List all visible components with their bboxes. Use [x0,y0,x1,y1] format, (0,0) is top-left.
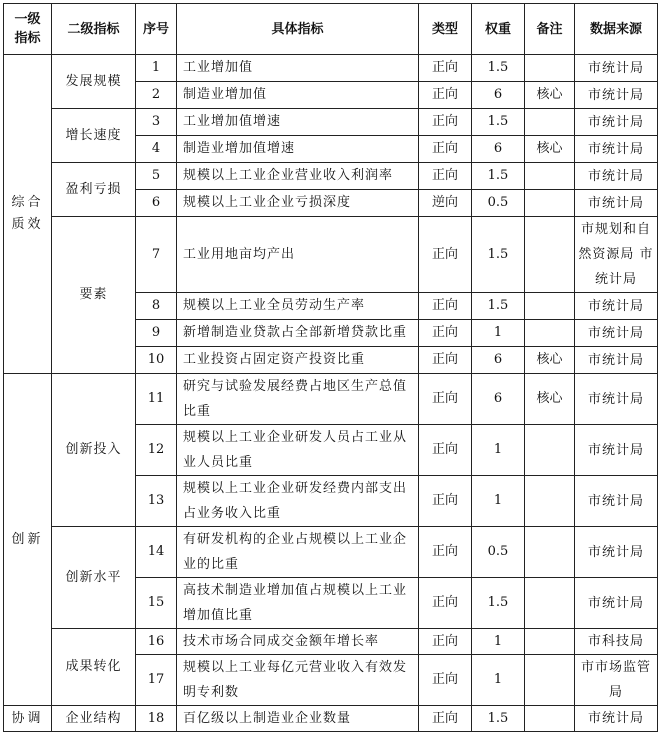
row-indicator: 新增制造业贷款占全部新增贷款比重 [177,320,419,347]
row-weight: 1.5 [472,217,525,293]
row-weight: 6 [472,374,525,425]
row-indicator: 百亿级以上制造业企业数量 [177,706,419,732]
row-note [525,655,575,706]
row-type: 正向 [419,527,472,578]
row-seq: 16 [136,629,177,655]
row-note [525,293,575,320]
level2-innovation-input: 创新投入 [52,374,136,527]
row-type: 正向 [419,320,472,347]
header-row [4,4,658,55]
row-weight: 1 [472,425,525,476]
row-type: 正向 [419,655,472,706]
row-source: 市统计局 [575,476,658,527]
row-source: 市统计局 [575,109,658,136]
level2-innovation-level: 创新水平 [52,527,136,629]
level1-innovation: 创新 [4,374,52,706]
row-seq: 4 [136,136,177,163]
table-row [4,374,658,425]
table-row [4,629,658,655]
table-row [4,109,658,136]
header-level2: 二级指标 [52,4,136,55]
level1-comprehensive-text: 综合 质效 [11,195,44,232]
row-weight: 1 [472,655,525,706]
header-note: 备注 [525,4,575,55]
row-note [525,706,575,732]
row-indicator: 规模以上工业企业亏损深度 [177,190,419,217]
row-seq: 10 [136,347,177,374]
row-indicator: 规模以上工业企业研发经费内部支出占业务收入比重 [177,476,419,527]
row-type: 正向 [419,217,472,293]
row-weight: 1 [472,320,525,347]
row-note [525,527,575,578]
row-note [525,425,575,476]
row-weight: 6 [472,136,525,163]
row-indicator: 研究与试验发展经费占地区生产总值比重 [177,374,419,425]
row-note [525,55,575,82]
level2-structure: 企业结构 [52,706,136,732]
row-source: 市统计局 [575,82,658,109]
row-seq: 17 [136,655,177,706]
level1-comprehensive [4,55,52,374]
header-level1-text: 一级 指标 [14,12,41,46]
row-type: 正向 [419,425,472,476]
row-indicator: 规模以上工业全员劳动生产率 [177,293,419,320]
row-source: 市统计局 [575,578,658,629]
row-source: 市统计局 [575,293,658,320]
row-type: 正向 [419,578,472,629]
row-indicator: 工业用地亩均产出 [177,217,419,293]
row-indicator: 工业投资占固定资产投资比重 [177,347,419,374]
row-type: 正向 [419,163,472,190]
row-weight: 1.5 [472,293,525,320]
row-source: 市统计局 [575,190,658,217]
row-seq: 13 [136,476,177,527]
row-source: 市科技局 [575,629,658,655]
row-type: 正向 [419,374,472,425]
row-indicator: 工业增加值 [177,55,419,82]
row-seq: 8 [136,293,177,320]
row-weight: 1 [472,476,525,527]
row-seq: 9 [136,320,177,347]
row-type: 正向 [419,293,472,320]
row-seq: 14 [136,527,177,578]
row-source: 市市场监管局 [575,655,658,706]
row-source: 市统计局 [575,320,658,347]
row-source: 市统计局 [575,706,658,732]
level2-scale: 发展规模 [52,55,136,109]
row-type: 正向 [419,347,472,374]
row-weight: 6 [472,82,525,109]
row-note [525,320,575,347]
row-indicator: 工业增加值增速 [177,109,419,136]
header-type: 类型 [419,4,472,55]
row-weight: 1.5 [472,163,525,190]
row-source: 市规划和自然资源局 市统计局 [575,217,658,293]
row-weight: 6 [472,347,525,374]
level2-factors: 要素 [52,217,136,374]
row-note [525,190,575,217]
row-seq: 2 [136,82,177,109]
row-note [525,629,575,655]
header-indicator: 具体指标 [177,4,419,55]
row-indicator: 规模以上工业每亿元营业收入有效发明专利数 [177,655,419,706]
table-row [4,55,658,82]
row-seq: 6 [136,190,177,217]
level1-coordination: 协调 [4,706,52,732]
row-source: 市统计局 [575,425,658,476]
row-seq: 18 [136,706,177,732]
row-indicator: 技术市场合同成交金额年增长率 [177,629,419,655]
row-weight: 1.5 [472,109,525,136]
row-seq: 5 [136,163,177,190]
row-type: 正向 [419,136,472,163]
row-note [525,163,575,190]
row-note [525,578,575,629]
row-type: 正向 [419,706,472,732]
row-seq: 3 [136,109,177,136]
row-seq: 12 [136,425,177,476]
row-note [525,109,575,136]
row-indicator: 制造业增加值 [177,82,419,109]
header-seq: 序号 [136,4,177,55]
row-indicator: 制造业增加值增速 [177,136,419,163]
row-indicator: 高技术制造业增加值占规模以上工业增加值比重 [177,578,419,629]
row-seq: 1 [136,55,177,82]
level2-transfer: 成果转化 [52,629,136,706]
row-source: 市统计局 [575,136,658,163]
row-note [525,476,575,527]
row-source: 市统计局 [575,374,658,425]
row-indicator: 规模以上工业企业研发人员占工业从业人员比重 [177,425,419,476]
row-seq: 15 [136,578,177,629]
level2-growth: 增长速度 [52,109,136,163]
row-weight: 0.5 [472,527,525,578]
table-row [4,527,658,578]
row-seq: 11 [136,374,177,425]
row-source: 市统计局 [575,163,658,190]
row-weight: 0.5 [472,190,525,217]
row-weight: 1.5 [472,55,525,82]
table-row [4,163,658,190]
row-weight: 1.5 [472,706,525,732]
row-type: 正向 [419,629,472,655]
row-weight: 1 [472,629,525,655]
row-type: 正向 [419,109,472,136]
table-row [4,217,658,293]
row-indicator: 规模以上工业企业营业收入利润率 [177,163,419,190]
row-type: 逆向 [419,190,472,217]
row-seq: 7 [136,217,177,293]
row-weight: 1.5 [472,578,525,629]
row-source: 市统计局 [575,347,658,374]
header-level1 [4,4,52,55]
row-note: 核心 [525,82,575,109]
header-weight: 权重 [472,4,525,55]
row-type: 正向 [419,476,472,527]
header-source: 数据来源 [575,4,658,55]
row-note [525,217,575,293]
row-type: 正向 [419,82,472,109]
level2-profit: 盈利亏损 [52,163,136,217]
row-type: 正向 [419,55,472,82]
row-note: 核心 [525,374,575,425]
row-source: 市统计局 [575,527,658,578]
indicator-table [3,3,658,732]
row-note: 核心 [525,136,575,163]
row-note: 核心 [525,347,575,374]
row-source: 市统计局 [575,55,658,82]
row-indicator: 有研发机构的企业占规模以上工业企业的比重 [177,527,419,578]
table-row [4,706,658,732]
